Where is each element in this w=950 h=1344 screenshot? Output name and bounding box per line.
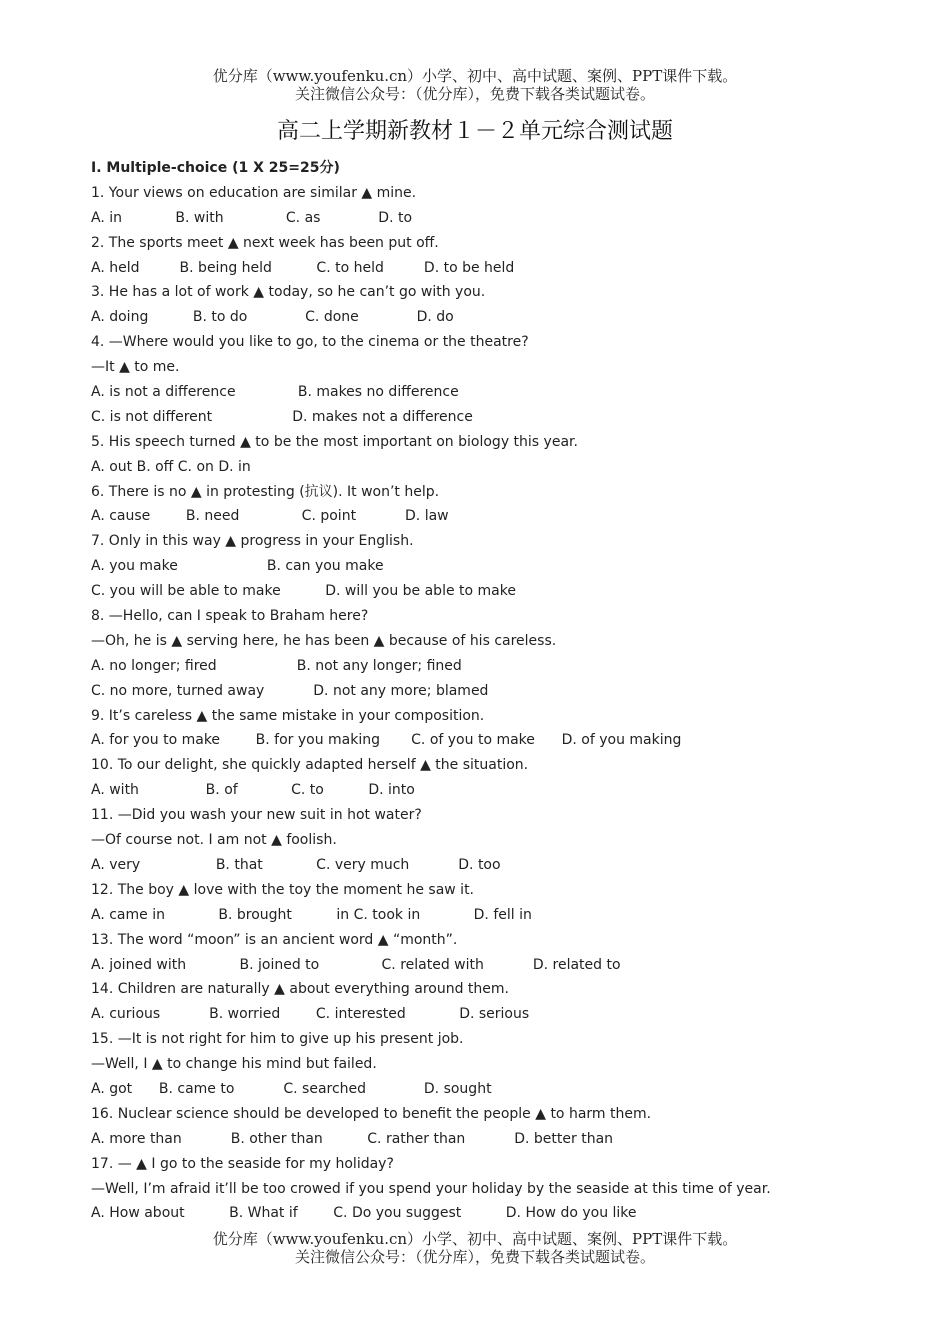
options-line: A. in B. with C. as D. to xyxy=(91,209,413,226)
question-line: 13. The word “moon” is an ancient word ▲ “month”. xyxy=(91,931,458,948)
section-heading: I. Multiple-choice (1 X 25=25分) xyxy=(91,160,340,176)
options-line: A. no longer; fired B. not any longer; fined xyxy=(91,657,462,674)
options-line: A. very B. that C. very much D. too xyxy=(91,856,501,873)
page-footer xyxy=(0,1230,950,1266)
question-line: —Oh, he is ▲ serving here, he has been ▲ because of his careless. xyxy=(91,632,557,649)
question-line: 16. Nuclear science should be developed to benefit the people ▲ to harm them. xyxy=(91,1105,652,1122)
question-line: 6. There is no ▲ in protesting (抗议). It won’t help. xyxy=(91,483,440,500)
options-line: A. got B. came to C. searched D. sought xyxy=(91,1080,492,1097)
question-line: 2. The sports meet ▲ next week has been put off. xyxy=(91,234,439,251)
options-line: A. came in B. brought in C. took in D. fell in xyxy=(91,906,532,923)
options-line: A. out B. off C. on D. in xyxy=(91,458,251,475)
question-line: 12. The boy ▲ love with the toy the moment he saw it. xyxy=(91,881,475,898)
options-line: C. you will be able to make D. will you be able to make xyxy=(91,583,516,600)
options-line: C. is not different D. makes not a difference xyxy=(91,408,473,425)
question-line: —It ▲ to me. xyxy=(91,359,180,376)
options-line: A. more than B. other than C. rather than D. better than xyxy=(91,1130,614,1147)
footer-line-2: 关注微信公众号：（优分库），免费下载各类试题试卷。 xyxy=(294,1248,655,1266)
question-line: —Well, I ▲ to change his mind but failed. xyxy=(91,1056,377,1073)
options-line: A. curious B. worried C. interested D. serious xyxy=(91,1006,530,1023)
question-line: 5. His speech turned ▲ to be the most important on biology this year. xyxy=(91,433,578,450)
question-line: —Well, I’m afraid it’ll be too crowed if you spend your holiday by the seaside at this time of year. xyxy=(91,1180,771,1197)
header-line-1: 优分库（www.youfenku.cn）小学、初中、高中试题、案例、PPT课件下载。 xyxy=(212,67,738,85)
question-line: —Of course not. I am not ▲ foolish. xyxy=(91,832,337,849)
options-line: A. cause B. need C. point D. law xyxy=(91,508,449,525)
question-line: 15. —It is not right for him to give up his present job. xyxy=(91,1031,464,1048)
question-line: 11. —Did you wash your new suit in hot water? xyxy=(91,807,422,824)
options-line: A. you make B. can you make xyxy=(91,558,384,575)
question-list xyxy=(91,156,911,1226)
question-line: 7. Only in this way ▲ progress in your English. xyxy=(91,533,414,550)
page-title: 高二上学期新教材１－２单元综合测试题 xyxy=(276,119,673,144)
question-line: 3. He has a lot of work ▲ today, so he can’t go with you. xyxy=(91,284,486,301)
options-line: A. doing B. to do C. done D. do xyxy=(91,309,454,326)
footer-line-1: 优分库（www.youfenku.cn）小学、初中、高中试题、案例、PPT课件下载。 xyxy=(212,1230,738,1248)
options-line: A. is not a difference B. makes no difference xyxy=(91,384,459,401)
options-line: A. held B. being held C. to held D. to be held xyxy=(91,259,515,276)
options-line: A. How about B. What if C. Do you suggest D. How do you like xyxy=(91,1205,637,1222)
question-line: 1. Your views on education are similar ▲ mine. xyxy=(91,184,417,201)
options-line: A. with B. of C. to D. into xyxy=(91,782,415,799)
header-line-2: 关注微信公众号：（优分库），免费下载各类试题试卷。 xyxy=(294,85,655,103)
question-line: 14. Children are naturally ▲ about everything around them. xyxy=(91,981,509,998)
question-line: 17. — ▲ I go to the seaside for my holiday? xyxy=(91,1155,394,1172)
options-line: A. for you to make B. for you making C. of you to make D. of you making xyxy=(91,732,682,749)
options-line: A. joined with B. joined to C. related with D. related to xyxy=(91,956,621,973)
question-line: 8. —Hello, can I speak to Braham here? xyxy=(91,608,369,625)
question-line: 4. —Where would you like to go, to the cinema or the theatre? xyxy=(91,334,529,351)
question-line: 9. It’s careless ▲ the same mistake in your composition. xyxy=(91,707,485,724)
question-line: 10. To our delight, she quickly adapted herself ▲ the situation. xyxy=(91,757,529,774)
page-header xyxy=(0,67,950,103)
options-line: C. no more, turned away D. not any more; blamed xyxy=(91,682,489,699)
